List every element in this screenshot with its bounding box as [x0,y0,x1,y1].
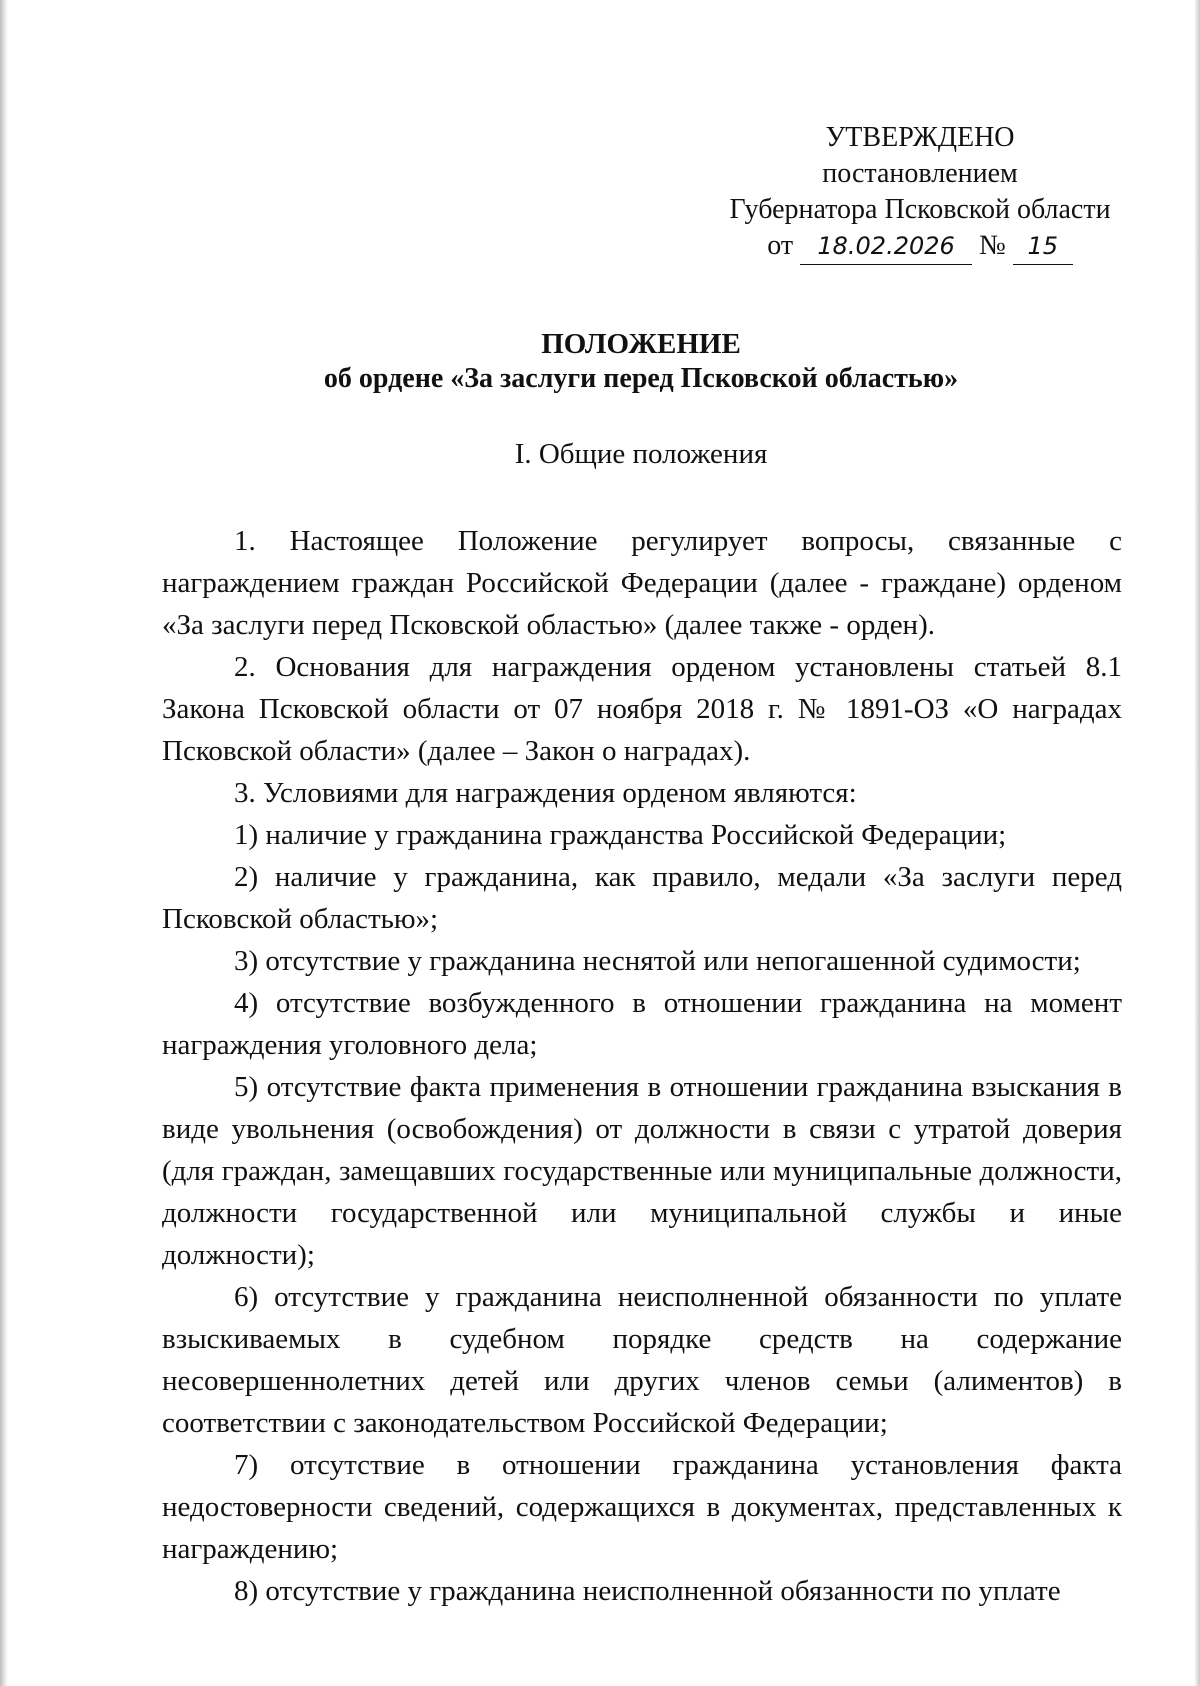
condition-6: 6) отсутствие у гражданина неисполненной обязанности по уплате взыскиваемых в судебном порядке средств на содержание несовершеннолетних детей или других членов семьи (алиментов) в соответствии с законодательством Российской Федерации; [162,1281,1122,1439]
condition-5: 5) отсутствие факта применения в отношении гражданина взыскания в виде увольнения (освобождения) от должности в связи с утратой доверия (для граждан, замещавших государственные или муниципальные должности, должности государственной или муниципальной службы и иные должности); [162,1071,1122,1271]
document-title: ПОЛОЖЕНИЕ [541,328,741,360]
resolution-label: постановлением [822,158,1018,189]
scan-edge-left [0,0,8,1686]
condition-7: 7) отсутствие в отношении гражданина установления факта недостоверности сведений, содержащихся в документах, представленных к награждению; [162,1449,1122,1565]
handwritten-number: 15 [1013,228,1073,265]
document-title-block [160,326,1122,396]
number-label: № [979,230,1006,261]
document-body [162,520,1122,1612]
approval-stamp-block [700,120,1140,265]
condition-2: 2) наличие у гражданина, как правило, медали «За заслуги перед Псковской областью»; [162,861,1122,935]
section-heading: I. Общие положения [514,438,768,470]
approved-label: УТВЕРЖДЕНО [825,122,1015,153]
scan-edge-right [1194,0,1200,1686]
governor-label: Губернатора Псковской области [729,194,1111,225]
document-subtitle: об ордене «За заслуги перед Псковской областью» [323,363,959,394]
paragraph-3: 3. Условиями для награждения орденом являются: [234,777,857,809]
condition-8: 8) отсутствие у гражданина неисполненной обязанности по уплате [234,1575,1061,1607]
condition-1: 1) наличие у гражданина гражданства Российской Федерации; [234,819,1007,851]
date-number-line [700,228,1140,265]
from-label: от [767,230,794,261]
condition-4: 4) отсутствие возбужденного в отношении гражданина на момент награждения уголовного дела; [162,987,1122,1061]
paragraph-1: 1. Настоящее Положение регулирует вопросы, связанные с награждением граждан Российской Федерации (далее - граждане) орденом «За заслуги перед Псковской областью» (далее также - орден). [162,525,1122,641]
paragraph-2: 2. Основания для награждения орденом установлены статьей 8.1 Закона Псковской области от 07 ноября 2018 г. № 1891-ОЗ «О наградах Псковской области» (далее – Закон о наградах). [162,651,1122,767]
condition-3: 3) отсутствие у гражданина неснятой или непогашенной судимости; [234,945,1081,977]
handwritten-date: 18.02.2026 [800,228,972,265]
